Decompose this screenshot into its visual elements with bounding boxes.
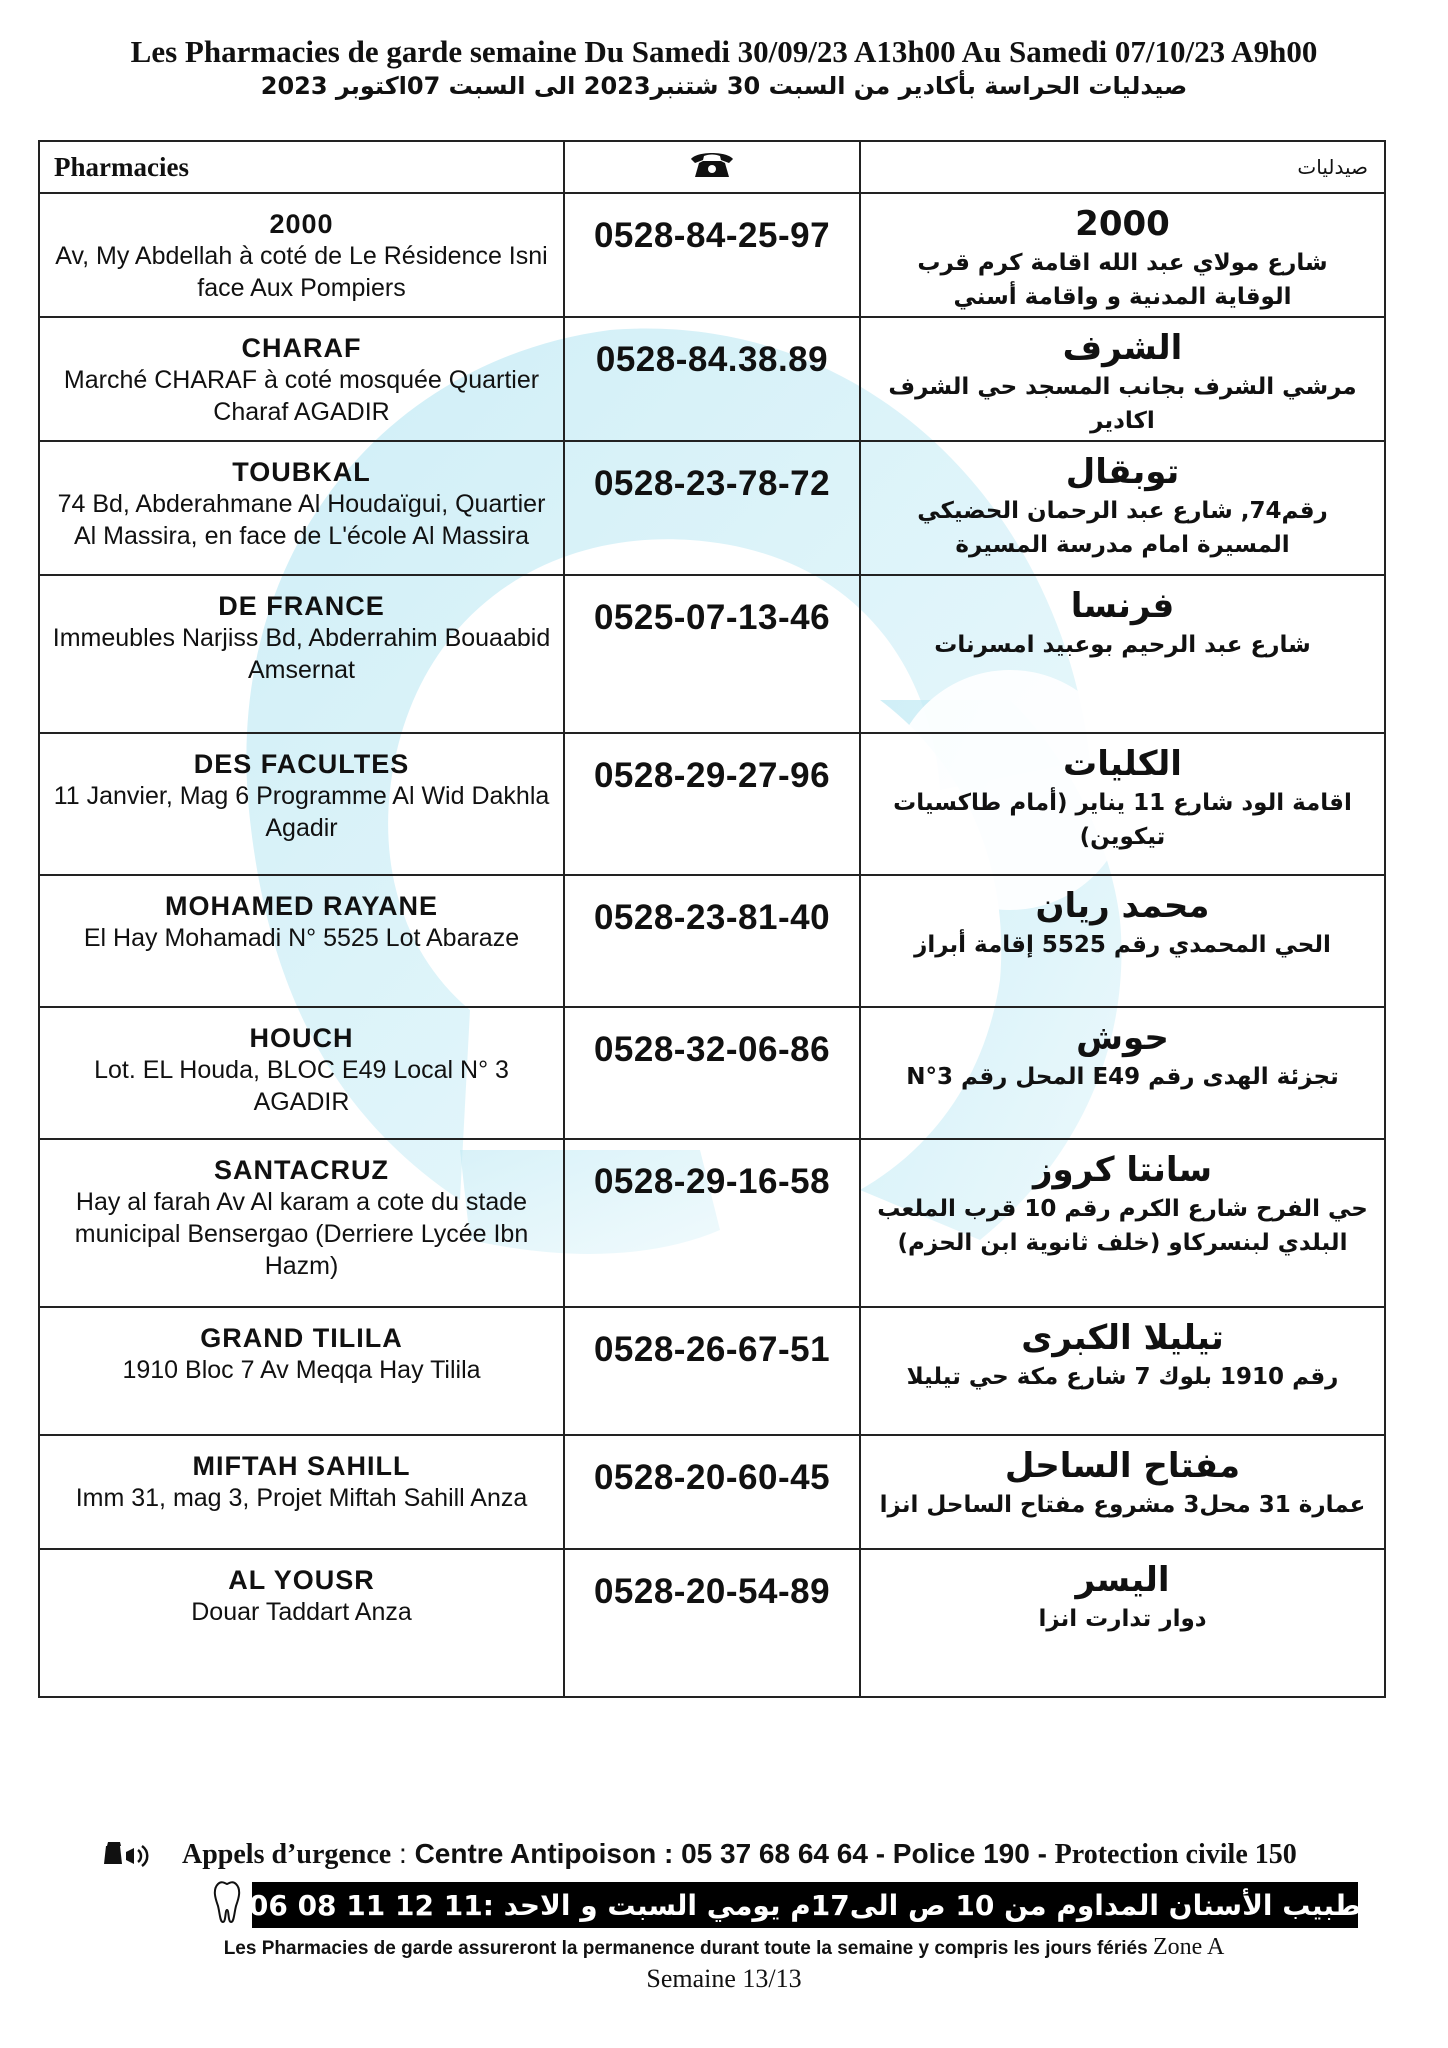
pharmacy-phone-cell (564, 1549, 860, 1697)
emergency-line (182, 1838, 1448, 1871)
pharmacy-phone-cell (564, 317, 860, 441)
permanence-note (0, 1934, 1448, 1961)
pharmacy-phone-cell (564, 875, 860, 1007)
pharmacy-cell-ar (860, 1007, 1385, 1139)
pharmacy-phone[interactable]: 0528-20-54-89 (593, 1572, 831, 1611)
pharmacy-phone[interactable]: 0528-20-60-45 (593, 1458, 831, 1497)
table-row (39, 317, 1385, 441)
pharmacy-name-ar: اليسر (1075, 1560, 1170, 1600)
pharmacy-phone[interactable]: 0528-23-81-40 (593, 898, 831, 937)
pharmacy-cell-ar (860, 193, 1385, 317)
pharmacy-phone-cell (564, 193, 860, 317)
pharmacy-phone[interactable]: 0528-29-16-58 (593, 1162, 831, 1201)
pharmacy-name-fr: SANTACRUZ (214, 1155, 389, 1185)
pharmacy-name-ar: سانتا كروز (1032, 1150, 1213, 1190)
pharmacy-address-ar: رقم74, شارع عبد الرحمان الحضيكي المسيرة امام مدرسة المسيرة (917, 498, 1328, 558)
pharmacy-address-fr: 11 Janvier, Mag 6 Programme Al Wid Dakhla Agadir (53, 782, 550, 842)
pharmacy-cell-fr (39, 1307, 564, 1435)
pharmacy-address-ar: مرشي الشرف بجانب المسجد حي الشرف اكادير (888, 374, 1357, 434)
pharmacy-address-fr: Douar Taddart Anza (191, 1598, 412, 1626)
pharmacy-name-fr: TOUBKAL (232, 457, 371, 487)
pharmacy-name-ar: توبقال (1065, 452, 1180, 492)
pharmacy-cell-fr (39, 317, 564, 441)
pharmacy-address-ar: عمارة 31 محل3 مشروع مفتاح الساحل انزا (879, 1492, 1366, 1518)
civil-protection: Protection civile 150 (1054, 1839, 1297, 1870)
emergency-phone-icon (104, 1842, 152, 1870)
pharmacy-cell-fr (39, 193, 564, 317)
pharmacy-cell-ar (860, 1549, 1385, 1697)
column-header-phone (564, 141, 860, 193)
pharmacy-address-fr: Imm 31, mag 3, Projet Miftah Sahill Anza (75, 1484, 528, 1512)
pharmacy-phone-cell (564, 441, 860, 575)
pharmacy-cell-ar (860, 875, 1385, 1007)
page-title-fr: Les Pharmacies de garde semaine Du Samedi 30/09/23 A13h00 Au Samedi 07/10/23 A9h00 (130, 34, 1318, 69)
pharmacy-phone[interactable]: 0525-07-13-46 (593, 598, 831, 637)
pharmacy-address-ar: تجزئة الهدى رقم E49 المحل رقم N°3 (906, 1064, 1339, 1090)
page-title-ar: صيدليات الحراسة بأكادير من السبت 30 شتنبر2023 الى السبت 07اكتوبر 2023 (260, 72, 1188, 100)
table-row (39, 1007, 1385, 1139)
pharmacy-phone[interactable]: 0528-84.38.89 (595, 340, 829, 379)
pharmacy-phone-cell (564, 1007, 860, 1139)
table-row (39, 1307, 1385, 1435)
pharmacy-address-fr: 74 Bd, Abderahmane Al Houdaïgui, Quartier Al Massira, en face de L'école Al Massira (57, 490, 546, 550)
pharmacy-phone-cell (564, 575, 860, 733)
pharmacy-address-fr: Marché CHARAF à coté mosquée Quartier Charaf AGADIR (63, 366, 540, 426)
emergency-label: Appels d’urgence (182, 1839, 392, 1870)
emergency-colon: : (391, 1838, 415, 1869)
column-header-pharmacies: Pharmacies (39, 141, 564, 193)
pharmacy-address-ar: حي الفرح شارع الكرم رقم 10 قرب الملعب البلدي لبنسركاو (خلف ثانوية ابن الحزم) (877, 1196, 1368, 1256)
pharmacy-cell-fr (39, 1549, 564, 1697)
pharmacy-address-ar: الحي المحمدي رقم 5525 إقامة أبراز (914, 932, 1331, 958)
pharmacy-phone[interactable]: 0528-23-78-72 (593, 464, 831, 503)
pharmacy-name-fr: HOUCH (249, 1023, 354, 1053)
pharmacy-phone-cell (564, 1139, 860, 1307)
column-header-pharmacies-ar: صيدليات (860, 141, 1385, 193)
table-row (39, 193, 1385, 317)
pharmacy-cell-ar (860, 441, 1385, 575)
pharmacy-address-fr: El Hay Mohamadi N° 5525 Lot Abaraze (83, 924, 520, 952)
pharmacy-cell-ar (860, 733, 1385, 875)
pharmacy-phone[interactable]: 0528-84-25-97 (593, 216, 831, 255)
pharmacy-phone[interactable]: 0528-29-27-96 (593, 756, 831, 795)
pharmacy-phone[interactable]: 0528-26-67-51 (593, 1330, 831, 1369)
table-header-row (39, 141, 1385, 193)
table-row (39, 1435, 1385, 1549)
table-row (39, 1139, 1385, 1307)
pharmacy-name-fr: CHARAF (241, 333, 362, 363)
pharmacy-address-fr: 1910 Bloc 7 Av Meqqa Hay Tilila (122, 1356, 481, 1384)
pharmacy-address-fr: Lot. EL Houda, BLOC E49 Local N° 3 AGADIR (94, 1056, 509, 1116)
pharmacy-name-ar: الشرف (1062, 328, 1183, 368)
pharmacy-cell-fr (39, 1007, 564, 1139)
pharmacy-name-fr: MOHAMED RAYANE (164, 891, 439, 921)
pharmacy-address-ar: اقامة الود شارع 11 يناير (أمام طاكسيات تيكوين) (893, 790, 1352, 850)
pharmacy-name-ar: حوش (1076, 1018, 1169, 1058)
pharmacy-address-fr: Hay al farah Av Al karam a cote du stade municipal Bensergao (Derriere Lycée Ibn Hazm) (74, 1188, 529, 1280)
pharmacy-cell-fr (39, 733, 564, 875)
pharmacy-name-fr: DES FACULTES (193, 749, 410, 779)
pharmacy-cell-fr (39, 441, 564, 575)
week-number: Semaine 13/13 (646, 1964, 802, 1993)
zone-label: Zone A (1152, 1934, 1225, 1960)
pharmacy-phone-cell (564, 1435, 860, 1549)
pharmacy-name-ar: فرنسا (1070, 586, 1175, 626)
pharmacy-address-fr: Av, My Abdellah à coté de Le Résidence Isni face Aux Pompiers (55, 242, 548, 302)
pharmacy-address-ar: رقم 1910 بلوك 7 شارع مكة حي تيليلا (906, 1364, 1339, 1390)
table-row (39, 733, 1385, 875)
pharmacy-name-fr: DE FRANCE (218, 591, 385, 621)
pharmacies-table (38, 140, 1386, 1698)
pharmacy-name-ar: تيليلا الكبرى (1021, 1318, 1224, 1358)
pharmacy-name-ar: محمد ريان (1035, 886, 1210, 926)
table-row (39, 441, 1385, 575)
pharmacy-cell-ar (860, 1307, 1385, 1435)
telephone-icon (689, 149, 735, 179)
pharmacy-address-ar: شارع مولاي عبد الله اقامة كرم قرب الوقاية المدنية و واقامة أسني (917, 250, 1328, 310)
pharmacy-name-fr: GRAND TILILA (200, 1323, 403, 1353)
pharmacy-cell-fr (39, 1139, 564, 1307)
table-row (39, 1549, 1385, 1697)
pharmacy-name-fr: 2000 (269, 209, 334, 239)
pharmacy-cell-ar (860, 1139, 1385, 1307)
table-row (39, 575, 1385, 733)
emergency-numbers: Centre Antipoison : 05 37 68 64 64 - Police 190 - (414, 1838, 1055, 1869)
pharmacy-address-ar: دوار تدارت انزا (1038, 1606, 1207, 1632)
pharmacy-cell-ar (860, 1435, 1385, 1549)
pharmacy-cell-fr (39, 575, 564, 733)
tooth-icon (212, 1880, 242, 1924)
pharmacy-cell-ar (860, 317, 1385, 441)
pharmacy-cell-ar (860, 575, 1385, 733)
pharmacy-cell-fr (39, 875, 564, 1007)
pharmacy-phone-cell (564, 733, 860, 875)
pharmacy-address-fr: Immeubles Narjiss Bd, Abderrahim Bouaabid Amsernat (52, 624, 551, 684)
pharmacy-name-ar: 2000 (1075, 204, 1170, 244)
pharmacy-phone-cell (564, 1307, 860, 1435)
dentist-banner: طبيب الأسنان المداوم من 10 ص الى17م يومي السبت و الاحد :11 12 11 08 06 (252, 1882, 1358, 1928)
pharmacy-name-fr: AL YOUSR (228, 1565, 375, 1595)
pharmacy-phone[interactable]: 0528-32-06-86 (593, 1030, 831, 1069)
pharmacy-name-ar: الكليات (1063, 744, 1182, 784)
pharmacy-cell-fr (39, 1435, 564, 1549)
table-row (39, 875, 1385, 1007)
permanence-text: Les Pharmacies de garde assureront la permanence durant toute la semaine y compris les jours fériés (223, 1938, 1153, 1959)
pharmacy-address-ar: شارع عبد الرحيم بوعبيد امسرنات (934, 632, 1311, 658)
pharmacy-name-ar: مفتاح الساحل (1004, 1446, 1241, 1486)
pharmacy-name-fr: MIFTAH SAHILL (192, 1451, 411, 1481)
